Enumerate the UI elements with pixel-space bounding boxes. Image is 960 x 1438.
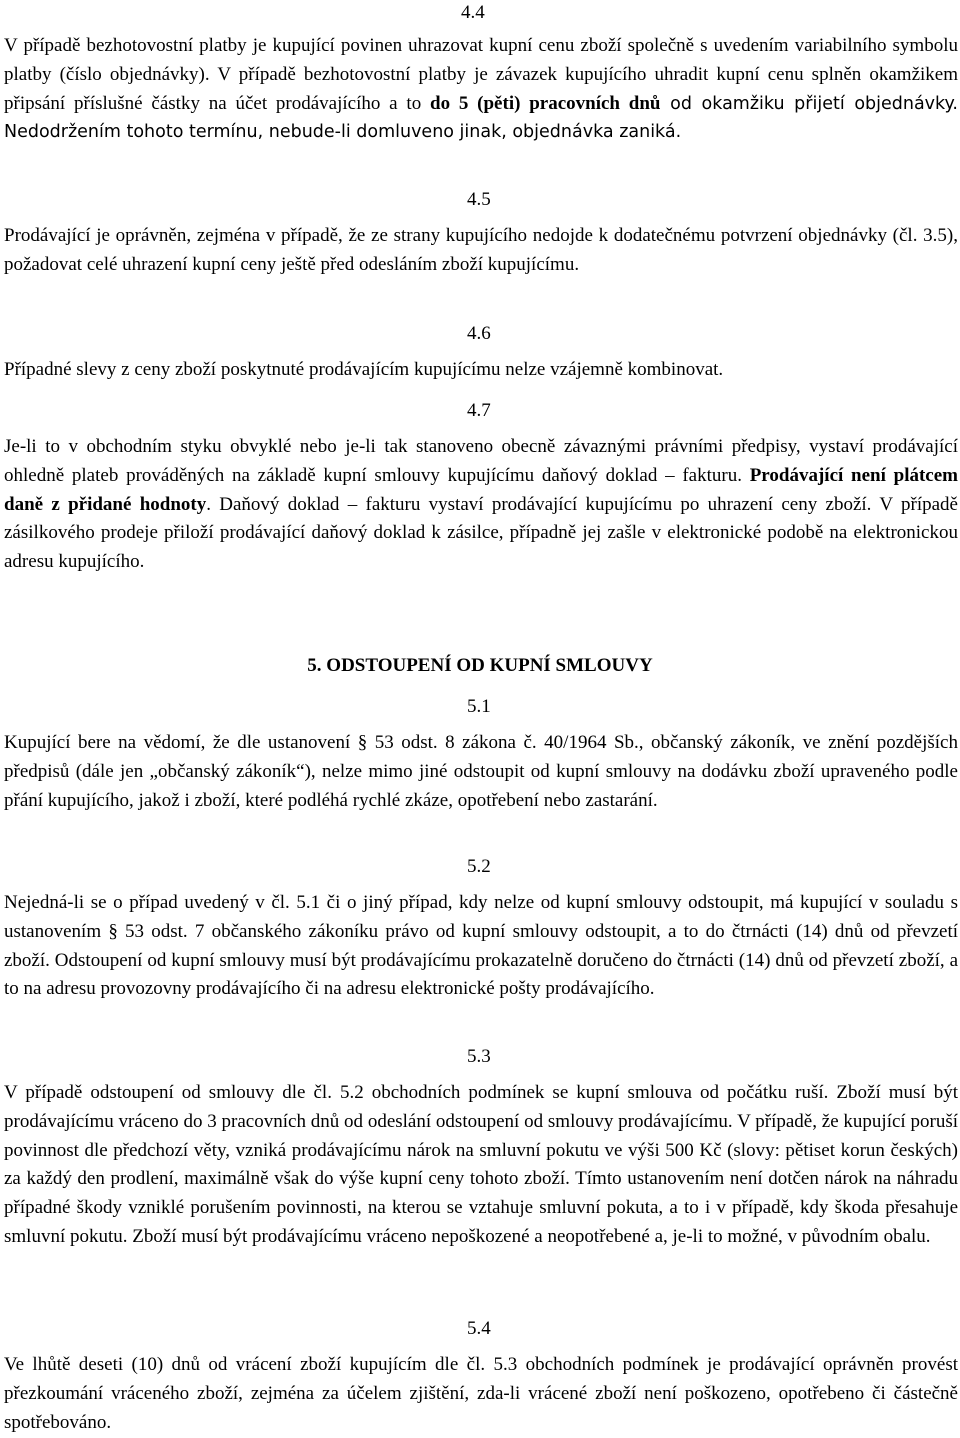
- clause-number-4-7: 4.7: [467, 400, 491, 421]
- clause-5-1-text: Kupující bere na vědomí, že dle ustanovení § 53 odst. 8 zákona č. 40/1964 Sb., občanský zákoník, ve znění pozdějších předpisů (dále jen „občanský zákoník“), nelze mimo jiné odstoupit od kupní smlouvy na dodávku zboží upraveného podle přání kupujícího, jakož i zboží, které podléhá rychlé zkáze, opotřebení nebo zastarání.: [4, 732, 958, 811]
- clause-4-7-bold: Prodávající není plátcem daně z přidané hodnoty: [4, 464, 958, 515]
- clause-5-2-text: Nejedná-li se o případ uvedený v čl. 5.1 či o jiný případ, kdy nelze od kupní smlouvy odstoupit, má kupující v souladu s ustanovením § 53 odst. 7 občanského zákoníku právo od kupní smlouvy odstoupit, a to do čtrnácti (14) dnů od převzetí zboží. Odstoupení od kupní smlouvy musí být prodávajícímu prokazatelně doručeno do čtrnácti (14) dnů od převzetí zboží, a to na adresu provozovny prodávajícího či na adresu elektronické pošty prodávajícího.: [4, 892, 958, 1000]
- clause-4-7-lead: Je-li to v obchodním styku obvyklé nebo je-li tak stanoveno obecně závaznými právními předpisy, vystaví prodávající ohledně plateb prováděných na základě kupní smlouvy kupujícímu daňový doklad – fakturu.: [4, 436, 958, 486]
- clause-4-7-tail: . Daňový doklad – fakturu vystaví prodávající kupujícímu po uhrazení ceny zboží. V případě zásilkového prodeje přiloží prodávající daňový doklad k zásilce, případně jej zašle v elektronické podobě na elektronickou adresu kupujícího.: [4, 493, 958, 573]
- clause-4-4-tail: od okamžiku přijetí objednávky. Nedodržením tohoto termínu, nebude-li domluveno jinak, objednávka zaniká.: [4, 93, 958, 143]
- clause-number-4-5: 4.5: [467, 189, 491, 210]
- clause-4-4-text: [4, 32, 958, 147]
- clause-number-5-2: 5.2: [467, 856, 491, 877]
- clause-number-5-4: 5.4: [467, 1318, 491, 1339]
- clause-number-4-4: 4.4: [461, 2, 485, 23]
- section-5-heading: 5. ODSTOUPENÍ OD KUPNÍ SMLOUVY: [307, 655, 653, 676]
- clause-5-3-text: V případě odstoupení od smlouvy dle čl. 5.2 obchodních podmínek se kupní smlouva od počátku ruší. Zboží musí být prodávajícímu vráceno do 3 pracovních dnů od odeslání odstoupení od smlouvy prodávajícímu. V případě, že kupující poruší povinnost dle předchozí věty, vzniká prodávajícímu nárok na smluvní pokutu ve výši 500 Kč (slovy: pětiset korun českých) za každý den prodlení, maximálně však do výše kupní ceny tohoto zboží. Tímto ustanovením není dotčen nárok na náhradu případné škody vzniklé porušením povinnosti, na kterou se vztahuje smluvní pokuta, a to i v případě, kdy škoda přesahuje smluvní pokutu. Zboží musí být prodávajícímu vráceno nepoškozené a neopotřebené a, je-li to možné, v původním obalu.: [4, 1082, 958, 1247]
- clause-4-7-text: [4, 433, 958, 577]
- clause-number-5-1: 5.1: [467, 696, 491, 717]
- clause-5-4-text: Ve lhůtě deseti (10) dnů od vrácení zboží kupujícím dle čl. 5.3 obchodních podmínek je prodávající oprávněn provést přezkoumání vráceného zboží, zejména za účelem zjištění, zda-li vrácené zboží není poškozeno, opotřebeno či částečně spotřebováno.: [4, 1354, 958, 1433]
- clause-number-5-3: 5.3: [467, 1046, 491, 1067]
- clause-4-4-lead: V případě bezhotovostní platby je kupující povinen uhrazovat kupní cenu zboží společně s uvedením variabilního symbolu platby (číslo objednávky). V případě bezhotovostní platby je závazek kupujícího uhradit kupní cenu splněn okamžikem připsání příslušné částky na účet prodávajícího a to: [4, 35, 958, 114]
- clause-4-5-text: Prodávající je oprávněn, zejména v případě, že ze strany kupujícího nedojde k dodatečnému potvrzení objednávky (čl. 3.5), požadovat celé uhrazení kupní ceny ještě před odesláním zboží kupujícímu.: [4, 225, 958, 275]
- clause-4-6-text: Případné slevy z ceny zboží poskytnuté prodávajícím kupujícímu nelze vzájemně kombinovat.: [4, 359, 724, 380]
- clause-4-4-bold: do 5 (pěti) pracovních dnů: [430, 92, 661, 114]
- clause-number-4-6: 4.6: [467, 323, 491, 344]
